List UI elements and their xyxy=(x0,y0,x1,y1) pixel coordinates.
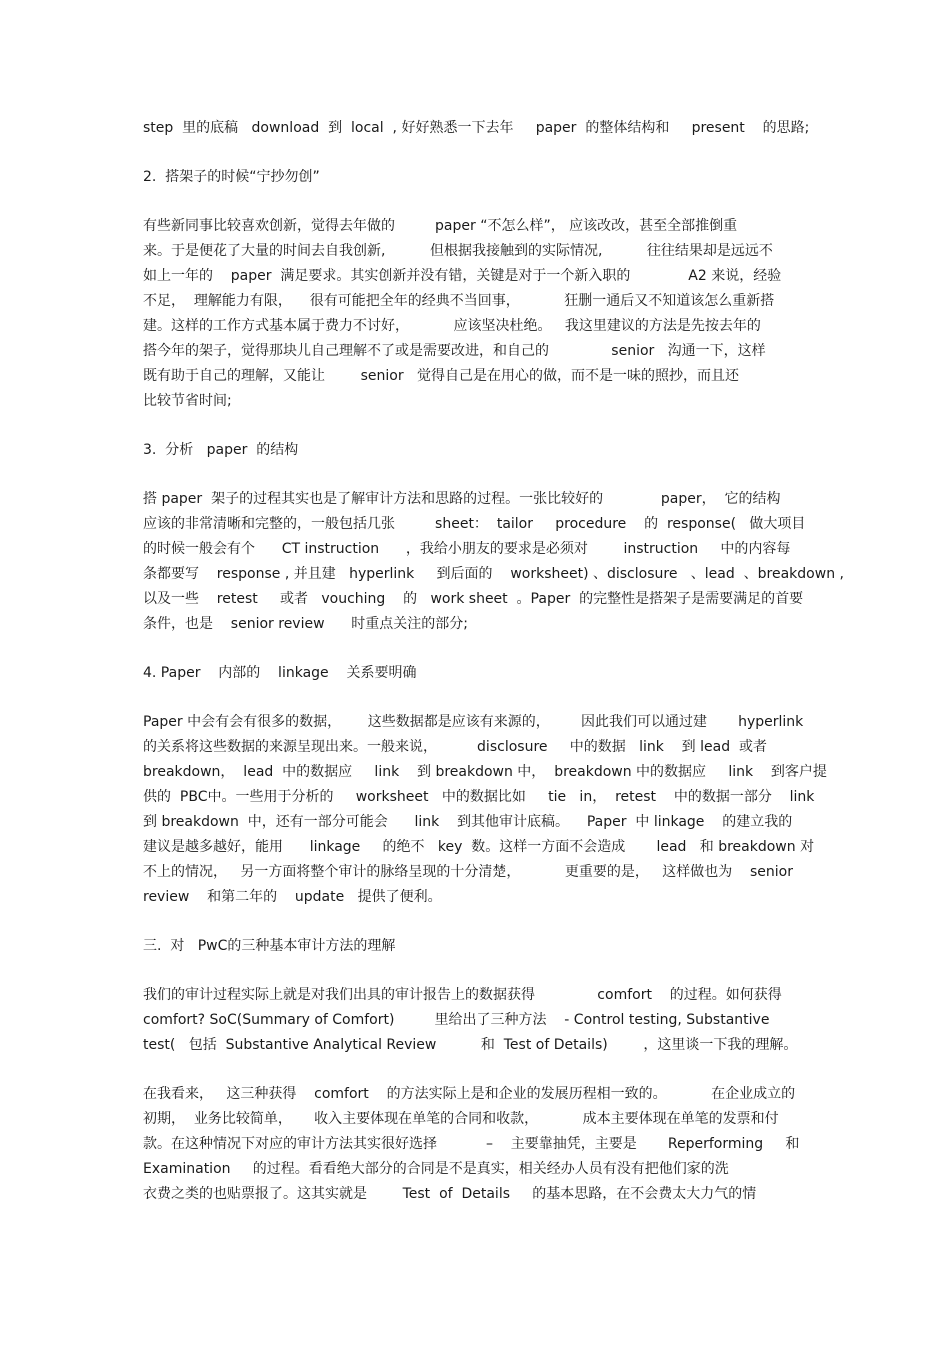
text-line: 衣费之类的也贴票报了。这其实就是 Test of Details 的基本思路，在不会费太大力气的情 xyxy=(143,1186,757,1202)
paragraph-gap xyxy=(143,686,808,710)
text-line: 条都要写 response , 并且建 hyperlink 到后面的 worksheet) 、disclosure 、lead 、breakdown , xyxy=(143,566,844,582)
text-line: step 里的底稿 download 到 local , 好好熟悉一下去年 paper 的整体结构和 present 的思路; xyxy=(143,120,810,136)
section-2-paragraph xyxy=(143,214,808,414)
text-line: 条件，也是 senior review 时重点关注的部分; xyxy=(143,616,468,632)
text-line: test( 包括 Substantive Analytical Review 和 Test of Details) ，这里谈一下我的理解。 xyxy=(143,1037,798,1053)
text-line: 建议是越多越好，能用 linkage 的绝不 key 数。这样一方面不会造成 lead 和 breakdown 对 xyxy=(143,839,815,855)
paragraph-gap xyxy=(143,910,808,934)
heading-section-3 xyxy=(143,934,808,959)
heading-2 xyxy=(143,165,808,190)
text-line: 三. 对 PwC的三种基本审计方法的理解 xyxy=(143,938,396,954)
text-line: 款。在这种情况下对应的审计方法其实很好选择 – 主要靠抽凭，主要是 Reperforming 和 xyxy=(143,1136,800,1152)
text-line: 比较节省时间; xyxy=(143,393,232,409)
text-line: comfort? SoC(Summary of Comfort) 里给出了三种方法 - Control testing, Substantive xyxy=(143,1012,770,1028)
text-line: 3. 分析 paper 的结构 xyxy=(143,442,299,458)
intro-tail-paragraph xyxy=(143,116,808,141)
paragraph-gap xyxy=(143,959,808,983)
text-line: 2. 搭架子的时候“宁抄勿创” xyxy=(143,169,320,185)
text-line: breakdown， lead 中的数据应 link 到 breakdown 中， breakdown 中的数据应 link 到客户提 xyxy=(143,764,827,780)
text-line: review 和第二年的 update 提供了便利。 xyxy=(143,889,442,905)
paragraph-gap xyxy=(143,141,808,165)
paragraph-gap xyxy=(143,190,808,214)
text-line: 搭今年的架子，觉得那块儿自己理解不了或是需要改进，和自己的 senior 沟通一下，这样 xyxy=(143,343,766,359)
heading-3 xyxy=(143,438,808,463)
text-line: 搭 paper 架子的过程其实也是了解审计方法和思路的过程。一张比较好的 paper， 它的结构 xyxy=(143,491,781,507)
paragraph-gap xyxy=(143,463,808,487)
section-4-paragraph xyxy=(143,710,827,910)
text-line: 4. Paper 内部的 linkage 关系要明确 xyxy=(143,665,417,681)
paragraph-gap xyxy=(143,1058,808,1082)
paragraph-gap xyxy=(143,637,808,661)
text-line: 来。于是便花了大量的时间去自我创新, 但根据我接触到的实际情况, 往往结果却是远远不 xyxy=(143,243,773,259)
text-line: 不足， 理解能力有限， 很有可能把全年的经典不当回事， 狂删一通后又不知道该怎么重新搭 xyxy=(143,293,775,309)
text-line: Paper 中会有会有很多的数据， 这些数据都是应该有来源的， 因此我们可以通过建 hyperlink xyxy=(143,714,804,730)
soc-paragraph xyxy=(143,983,808,1058)
text-line: 到 breakdown 中，还有一部分可能会 link 到其他审计底稿。 Paper 中 linkage 的建立我的 xyxy=(143,814,793,830)
text-line: 建。这样的工作方式基本属于费力不讨好， 应该坚决杜绝。 我这里建议的方法是先按去年的 xyxy=(143,318,761,334)
text-line: 我们的审计过程实际上就是对我们出具的审计报告上的数据获得 comfort 的过程。如何获得 xyxy=(143,987,782,1003)
text-line: 应该的非常清晰和完整的，一般包括几张 sheet： tailor procedure 的 response( 做大项目 xyxy=(143,516,806,532)
text-line: 供的 PBC中。一些用于分析的 worksheet 中的数据比如 tie in， retest 中的数据一部分 link xyxy=(143,789,815,805)
text-line: 的关系将这些数据的来源呈现出来。一般来说， disclosure 中的数据 link 到 lead 或者 xyxy=(143,739,767,755)
text-line: 不上的情况， 另一方面将整个审计的脉络呈现的十分清楚， 更重要的是， 这样做也为 senior xyxy=(143,864,793,880)
text-line: 在我看来， 这三种获得 comfort 的方法实际上是和企业的发展历程相一致的。 在企业成立的 xyxy=(143,1086,796,1102)
text-line: Examination 的过程。看看绝大部分的合同是不是真实，相关经办人员有没有把他们家的洗 xyxy=(143,1161,729,1177)
document-body xyxy=(143,116,844,1207)
text-line: 既有助于自己的理解，又能让 senior 觉得自己是在用心的做，而不是一味的照抄，而且还 xyxy=(143,368,739,384)
text-line: 以及一些 retest 或者 vouching 的 work sheet 。Paper 的完整性是搭架子是需要满足的首要 xyxy=(143,591,804,607)
text-line: 如上一年的 paper 满足要求。其实创新并没有错，关键是对于一个新入职的 A2 来说，经验 xyxy=(143,268,782,284)
text-line: 有些新同事比较喜欢创新，觉得去年做的 paper “不怎么样”， 应该改改，甚至全部推倒重 xyxy=(143,218,738,234)
text-line: 初期， 业务比较简单， 收入主要体现在单笔的合同和收款， 成本主要体现在单笔的发票和付 xyxy=(143,1111,779,1127)
comfort-methods-paragraph xyxy=(143,1082,808,1207)
section-3-paragraph xyxy=(143,487,844,637)
text-line: 的时候一般会有个 CT instruction ，我给小朋友的要求是必须对 instruction 中的内容每 xyxy=(143,541,791,557)
paragraph-gap xyxy=(143,414,808,438)
heading-4 xyxy=(143,661,808,686)
